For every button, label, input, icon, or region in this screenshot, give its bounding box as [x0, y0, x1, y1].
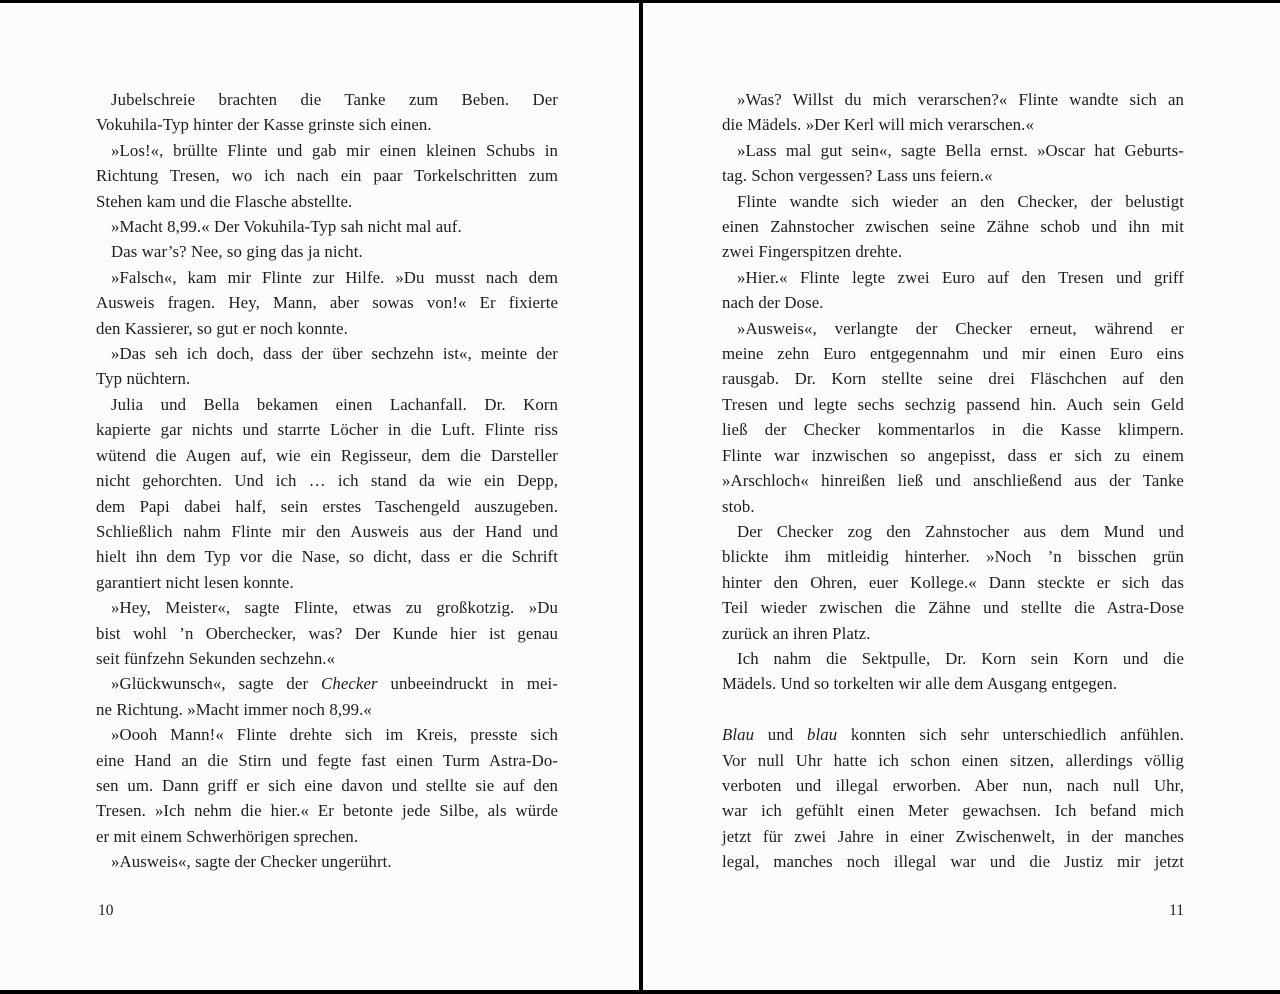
- paragraph: [722, 646, 1184, 697]
- paragraph: [96, 239, 558, 264]
- text-line: Tresen. »Ich nehm die hier.« Er betonte jede Silbe, als würde: [96, 801, 558, 821]
- paragraph: [722, 519, 1184, 646]
- paragraph: [722, 265, 1184, 316]
- text-line: »Arschloch« hinreißen ließ und anschließend aus der Tanke: [722, 471, 1184, 491]
- paragraph: [96, 392, 558, 595]
- book-page-left: [96, 87, 558, 947]
- paragraph: [96, 722, 558, 849]
- text-line: Flinte war inzwischen so angepisst, dass er sich zu einem: [722, 445, 1184, 465]
- text-line: »Macht 8,99.« Der Vokuhila-Typ sah nicht mal auf.: [111, 217, 462, 237]
- text-line: zurück an ihren Platz.: [722, 623, 871, 643]
- text-line: tag. Schon vergessen? Lass uns feiern.«: [722, 166, 993, 186]
- text-line: kapierte gar nichts und starrte Löcher in die Luft. Flinte riss: [96, 420, 558, 440]
- text-line: nicht gehorchten. Und ich … ich stand da wie ein Depp,: [96, 471, 558, 491]
- text-line: eine Hand an die Stirn und fegte fast einen Turm Astra-Do-: [96, 750, 558, 770]
- text-line: Vor null Uhr hatte ich schon einen sitzen, allerdings völlig: [722, 750, 1184, 770]
- text-line: ne Richtung. »Macht immer noch 8,99.«: [96, 699, 372, 719]
- text-line: Ich nahm die Sektpulle, Dr. Korn sein Korn und die: [737, 648, 1184, 668]
- text-line: er mit einem Schwerhörigen sprechen.: [96, 826, 359, 846]
- text-line: Tresen und legte sechs sechzig passend hin. Auch sein Geld: [722, 394, 1184, 414]
- text-line: »Oooh Mann!« Flinte drehte sich im Kreis, presste sich: [111, 725, 558, 745]
- text-line: Typ nüchtern.: [96, 369, 191, 389]
- paragraph: [96, 265, 558, 341]
- text-line: »Los!«, brüllte Flinte und gab mir einen kleinen Schubs in: [111, 140, 558, 160]
- text-line: jetzt für zwei Jahre in einer Zwischenwelt, in der manches: [722, 826, 1184, 846]
- text-line: blickte ihm mitleidig hinterher. »Noch ’n bisschen grün: [722, 547, 1184, 567]
- paragraph: [96, 595, 558, 671]
- text-line: legal, manches noch illegal war und die Justiz mir jetzt: [722, 852, 1184, 872]
- page-text: [96, 87, 558, 875]
- text-line: Flinte wandte sich wieder an den Checker, der belustigt: [737, 191, 1184, 211]
- text-line: bist wohl ’n Oberchecker, was? Der Kunde hier ist genau: [96, 623, 558, 643]
- text-line: Richtung Tresen, wo ich nach ein paar Torkelschritten zum: [96, 166, 558, 186]
- text-line: Der Checker zog den Zahnstocher aus dem Mund und: [737, 521, 1184, 541]
- text-line: »Hey, Meister«, sagte Flinte, etwas zu großkotzig. »Du: [111, 598, 558, 618]
- text-line: garantiert nicht lesen konnte.: [96, 572, 294, 592]
- paragraph: [722, 189, 1184, 265]
- text-line: »Ausweis«, verlangte der Checker erneut, während er: [737, 318, 1184, 338]
- paragraph: [96, 671, 558, 722]
- text-line: hielt ihn dem Typ vor die Nase, so dicht, dass er die Schrift: [96, 547, 558, 567]
- text-line: Jubelschreie brachten die Tanke zum Beben. Der: [111, 90, 558, 109]
- paragraph: [96, 341, 558, 392]
- page-divider-line: [639, 0, 643, 994]
- text-line: »Hier.« Flinte legte zwei Euro auf den Tresen und griff: [737, 267, 1184, 287]
- text-line: meine zehn Euro entgegennahm und mir einen Euro eins: [722, 344, 1184, 364]
- text-line: Das war’s? Nee, so ging das ja nicht.: [111, 242, 363, 262]
- text-line: »Glückwunsch«, sagte der Checker unbeeindruckt in mei-: [111, 674, 558, 694]
- text-line: »Das seh ich doch, dass der über sechzehn ist«, meinte der: [111, 344, 558, 364]
- text-line: Ausweis fragen. Hey, Mann, aber sowas von!« Er fixierte: [96, 293, 558, 313]
- paragraph: [96, 87, 558, 138]
- paragraph: [722, 722, 1184, 874]
- bottom-rule-line: [0, 990, 1280, 994]
- text-line: »Ausweis«, sagte der Checker ungerührt.: [111, 852, 392, 872]
- text-line: die Mädels. »Der Kerl will mich verarschen.«: [722, 115, 1034, 135]
- text-line: Schließlich nahm Flinte mir den Ausweis aus der Hand und: [96, 521, 558, 541]
- page-number: 10: [98, 902, 114, 919]
- text-line: ließ der Checker kommentarlos in die Kasse klimpern.: [722, 420, 1184, 440]
- text-line: stob.: [722, 496, 755, 516]
- text-line: wütend die Augen auf, wie ein Regisseur, dem die Darsteller: [96, 445, 558, 465]
- paragraph: [722, 316, 1184, 519]
- paragraph: [96, 138, 558, 214]
- text-line: seit fünfzehn Sekunden sechzehn.«: [96, 648, 336, 668]
- text-line: Mädels. Und so torkelten wir alle dem Ausgang entgegen.: [722, 674, 1118, 694]
- text-line: verboten und illegal erworben. Aber nun, nach null Uhr,: [722, 775, 1184, 795]
- text-line: sen um. Dann griff er sich eine davon und stellte sie auf den: [96, 775, 558, 795]
- text-line: Blau und blau konnten sich sehr unterschiedlich anfühlen.: [722, 725, 1184, 745]
- paragraph: [722, 87, 1184, 138]
- paragraph: [96, 849, 558, 874]
- text-line: »Falsch«, kam mir Flinte zur Hilfe. »Du musst nach dem: [111, 267, 558, 287]
- text-line: Teil wieder zwischen die Zähne und stellte die Astra-Dose: [722, 598, 1184, 618]
- text-line: dem Papi dabei half, sein erstes Taschengeld auszugeben.: [96, 496, 558, 516]
- text-line: Julia und Bella bekamen einen Lachanfall. Dr. Korn: [111, 394, 558, 414]
- text-line: Stehen kam und die Flasche abstellte.: [96, 191, 353, 211]
- text-line: hinter den Ohren, euer Kollege.« Dann steckte er sich das: [722, 572, 1184, 592]
- paragraph: [722, 138, 1184, 189]
- page-text: [722, 87, 1184, 875]
- text-line: »Was? Willst du mich verarschen?« Flinte wandte sich an: [737, 90, 1184, 109]
- page-number: 11: [1169, 902, 1184, 919]
- text-line: rausgab. Dr. Korn stellte seine drei Fläschchen auf den: [722, 369, 1184, 389]
- text-line: den Kassierer, so gut er noch konnte.: [96, 318, 348, 338]
- text-line: einen Zahnstocher zwischen seine Zähne schob und ihn mit: [722, 217, 1184, 237]
- text-line: Vokuhila-Typ hinter der Kasse grinste sich einen.: [96, 115, 432, 135]
- paragraph: [96, 214, 558, 239]
- book-page-right: [722, 87, 1184, 947]
- text-line: zwei Fingerspitzen drehte.: [722, 242, 903, 262]
- text-line: war ich gefühlt einen Meter gewachsen. Ich befand mich: [722, 801, 1184, 821]
- text-line: »Lass mal gut sein«, sagte Bella ernst. »Oscar hat Geburts-: [737, 140, 1184, 160]
- text-line: nach der Dose.: [722, 293, 824, 313]
